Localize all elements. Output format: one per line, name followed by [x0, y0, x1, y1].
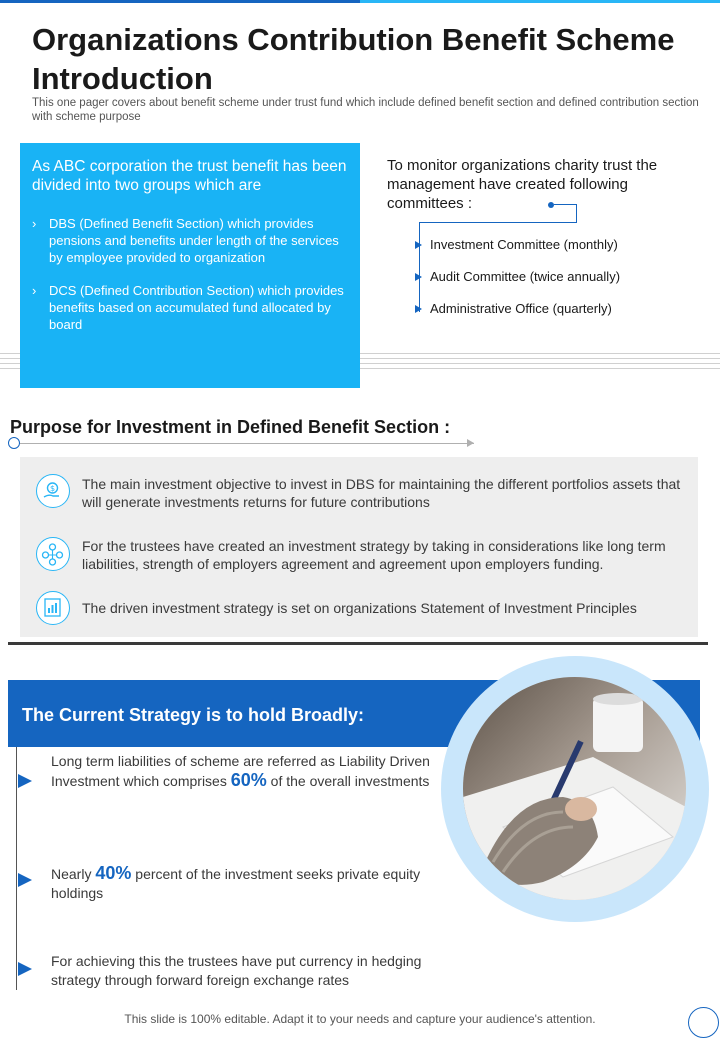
percent-highlight: 40%: [95, 863, 132, 883]
top-accent-bar-light: [360, 0, 720, 3]
percent-highlight: 60%: [230, 770, 267, 790]
connector-line: [576, 204, 577, 222]
svg-text:$: $: [49, 484, 56, 493]
strategy-item: For achieving this the trustees have put currency in hedging strategy through forward foreign exchange rates: [51, 953, 422, 988]
purpose-item-text: The driven investment strategy is set on organizations Statement of Investment Principles: [82, 600, 637, 616]
committees-intro: To monitor organizations charity trust the management have created following committees :: [387, 157, 658, 212]
committee-item: [415, 237, 618, 253]
heading-underline: [14, 443, 474, 444]
corner-circle-decoration: [688, 1007, 719, 1038]
top-accent-bar-dark: [0, 0, 360, 3]
chevron-right-icon: ›: [32, 283, 37, 298]
timeline-line: [16, 747, 17, 990]
circle-marker-icon: [8, 437, 20, 449]
scheme-item-text: DBS (Defined Benefit Section) which provides pensions and benefits under length of the services by employee provided to organization: [49, 216, 339, 265]
strategy-item: Long term liabilities of scheme are referred as Liability Driven Investment which comprises 60% of the overall investments: [51, 753, 430, 790]
connector-line: [554, 204, 576, 205]
triangle-bullet-icon: [415, 273, 422, 281]
connector-line: [419, 222, 577, 223]
money-hand-icon: [36, 474, 70, 508]
triangle-bullet-icon: [415, 241, 422, 249]
scheme-item-dbs: [32, 215, 348, 266]
purpose-item-text: For the trustees have created an investment strategy by taking in considerations like long term liabilities, strength of employers agreement and agreement upon employers funding.: [82, 538, 666, 572]
arrow-right-icon: [467, 439, 474, 447]
purpose-item-text: The main investment objective to invest in DBS for maintaining the different portfolios assets that will generate investments returns for future contributions: [82, 476, 681, 510]
connector-dot: [548, 202, 554, 208]
committee-label: Investment Committee (monthly): [430, 237, 618, 252]
triangle-bullet-icon: [18, 873, 32, 887]
purpose-heading: Purpose for Investment in Defined Benefit Section :: [10, 417, 451, 437]
committee-item: [415, 301, 612, 317]
scheme-groups-box: [20, 143, 360, 388]
person-writing-photo: [463, 677, 686, 900]
section-divider: [8, 642, 708, 645]
scheme-item-dcs: [32, 282, 348, 333]
committee-label: Audit Committee (twice annually): [430, 269, 621, 284]
committee-item: [415, 269, 620, 285]
page-title: Organizations Contribution Benefit Scheme Introduction: [32, 22, 675, 96]
page-subtitle: This one pager covers about benefit scheme under trust fund which include defined benefit section and defined contribution section with scheme purpose: [32, 97, 699, 123]
committee-label: Administrative Office (quarterly): [430, 301, 612, 316]
connector-line: [419, 222, 420, 312]
triangle-bullet-icon: [415, 305, 422, 313]
document-chart-icon: [36, 591, 70, 625]
scheme-intro: As ABC corporation the trust benefit has been divided into two groups which are: [32, 158, 347, 194]
strategy-heading: The Current Strategy is to hold Broadly:: [22, 705, 365, 725]
chevron-right-icon: ›: [32, 216, 37, 231]
strategy-item: Nearly 40% percent of the investment seeks private equity holdings: [51, 863, 421, 901]
strategy-network-icon: [36, 537, 70, 571]
footer-note: This slide is 100% editable. Adapt it to your needs and capture your audience's attention.: [124, 1012, 596, 1026]
scheme-item-text: DCS (Defined Contribution Section) which provides benefits based on accumulated fund allocated by board: [49, 283, 344, 332]
triangle-bullet-icon: [18, 962, 32, 976]
triangle-bullet-icon: [18, 774, 32, 788]
